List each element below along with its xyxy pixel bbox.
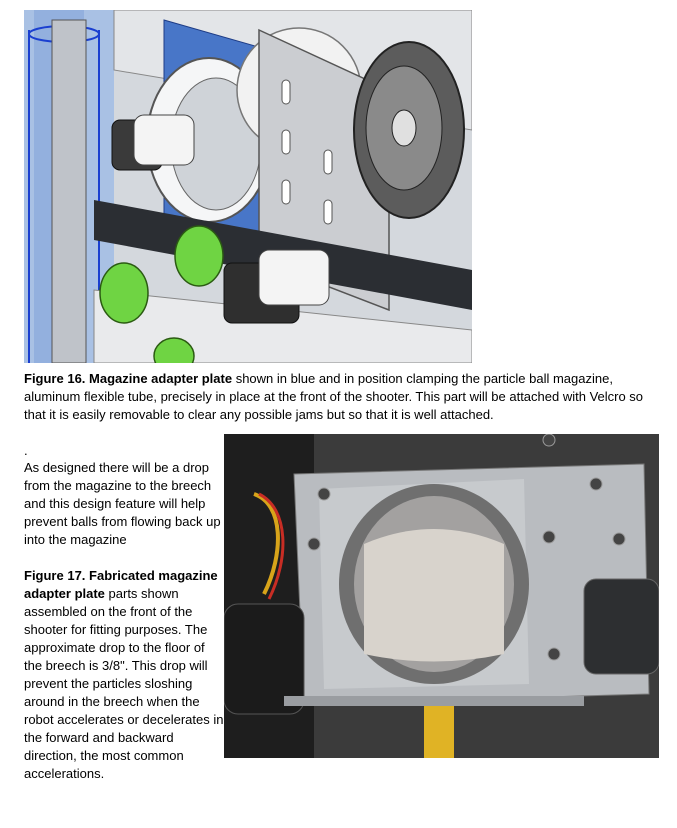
- figure-16-cad-image: [24, 10, 472, 363]
- figure-16-caption: [24, 370, 644, 424]
- bullet-dot: .: [24, 443, 28, 458]
- figure-16-title: Magazine adapter plate: [89, 371, 233, 386]
- figure-17-photo: [224, 434, 659, 758]
- figure-16-label: Figure 16.: [24, 371, 86, 386]
- figure-17-title: Fabricated magazine adapter plate: [24, 568, 218, 601]
- figure-16-text: shown in blue and in position clamping the particle ball magazine, aluminum flexible tube, precisely in place at the front of the shooter. This part will be attached with Velcro so that it is easily removable to clear any possible jams but so that it is well attached.: [24, 371, 644, 422]
- figure-17-caption: [24, 567, 224, 783]
- figure-17-text: parts shown assembled on the front of the shooter for fitting purposes. The approximate drop to the floor of the breech is 3/8". This drop will prevent the particles sloshing around in the breech when the robot accelerates or decelerates in the forward and backward direction, the most common accelerations.: [24, 586, 224, 781]
- side-text-column: [24, 459, 224, 783]
- drop-paragraph: As designed there will be a drop from the magazine to the breech and this design feature will help prevent balls from flowing back up into the magazine: [24, 460, 221, 547]
- figure-17-label: Figure 17.: [24, 568, 86, 583]
